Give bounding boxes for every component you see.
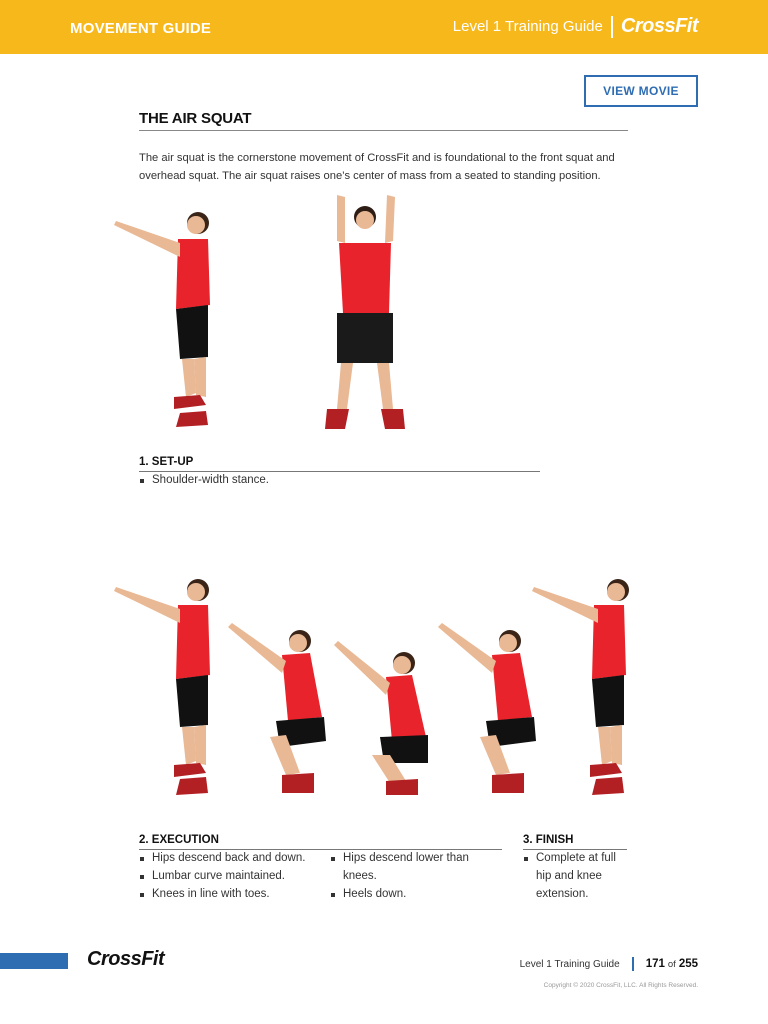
execution-list-col2: [330, 849, 490, 903]
finish-heading: 3. FINISH: [523, 834, 574, 846]
header-divider: [611, 16, 613, 38]
athlete-standing-start: [114, 579, 210, 795]
guide-title: Level 1 Training Guide: [452, 18, 603, 35]
squat-sequence-photo: [110, 575, 630, 800]
list-item: Knees in line with toes.: [139, 885, 319, 903]
footer-divider: [632, 957, 634, 971]
execution-list-col1: [139, 849, 319, 903]
athlete-descending: [228, 623, 326, 793]
execution-heading: 2. EXECUTION: [139, 834, 219, 846]
list-item: Lumbar curve maintained.: [139, 867, 319, 885]
view-movie-button[interactable]: VIEW MOVIE: [584, 75, 698, 107]
setup-front-view-photo: [323, 195, 408, 435]
section-title: MOVEMENT GUIDE: [70, 20, 212, 37]
list-item: Shoulder-width stance.: [139, 471, 539, 489]
page-total: 255: [678, 958, 698, 970]
intro-paragraph: The air squat is the cornerstone movement of CrossFit and is foundational to the front squat and overhead squat. The air squat raises one’s center of mass from a seated to standing position.: [139, 152, 615, 182]
title-divider: [139, 130, 628, 131]
athlete-figure: [114, 212, 210, 427]
footer-accent-bar: [0, 953, 68, 969]
header-bar: [0, 0, 768, 54]
footer-crossfit-logo: CrossFit: [87, 948, 165, 970]
athlete-bottom-position: [334, 641, 428, 795]
athlete-standing-finish: [532, 579, 629, 795]
athlete-ascending: [438, 623, 536, 793]
page-number: 171: [645, 958, 665, 970]
footer-page-info: [520, 957, 698, 971]
setup-list: [139, 471, 539, 489]
athlete-figure: [325, 195, 405, 429]
list-item: Heels down.: [330, 885, 490, 903]
setup-heading: 1. SET-UP: [139, 456, 194, 468]
page-title: THE AIR SQUAT: [139, 110, 252, 127]
list-item: Hips descend back and down.: [139, 849, 319, 867]
crossfit-logo: CrossFit: [620, 15, 698, 37]
list-item: Hips descend lower than knees.: [330, 849, 490, 885]
setup-side-view-photo: [110, 205, 220, 430]
footer-guide-title: Level 1 Training Guide: [519, 958, 620, 970]
header-right: [453, 15, 698, 38]
list-item: Complete at full hip and knee extension.: [523, 849, 627, 903]
page-of-label: of: [667, 958, 676, 970]
finish-list: [523, 849, 627, 903]
copyright-notice: Copyright © 2020 CrossFit, LLC. All Rights Reserved.: [543, 982, 698, 989]
